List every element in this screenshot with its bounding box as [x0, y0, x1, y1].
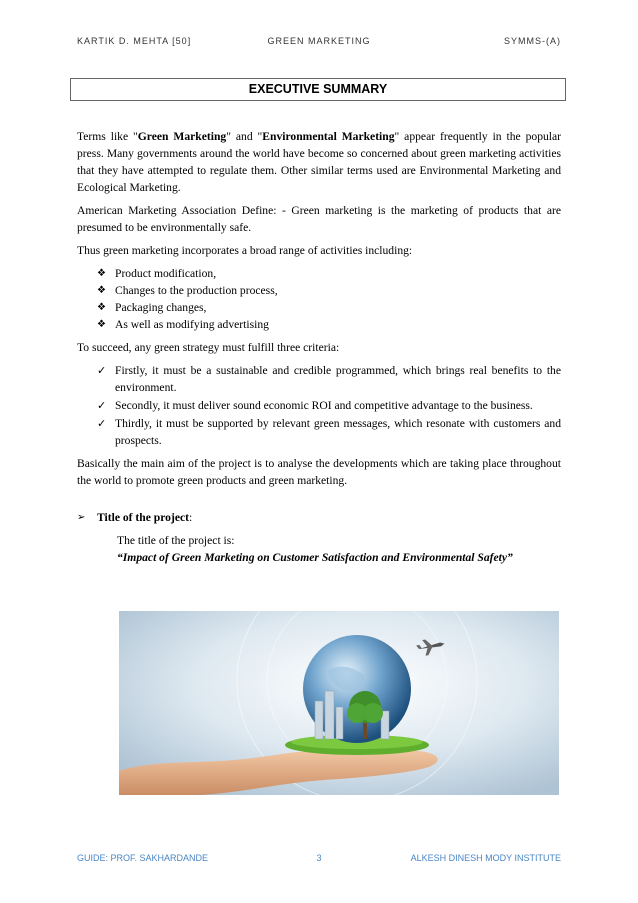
green-earth-hand-illustration	[119, 611, 559, 795]
activities-list	[77, 265, 561, 333]
section-title-box	[70, 78, 566, 101]
project-aim-paragraph: Basically the main aim of the project is to analyse the developments which are taking place throughout the world to promote green products and green marketing.	[77, 457, 561, 487]
project-title: “Impact of Green Marketing on Customer Satisfaction and Environmental Safety”	[117, 551, 513, 564]
footer-guide: GUIDE: PROF. SAKHARDANDE	[77, 853, 209, 863]
project-section	[77, 509, 561, 526]
activity-item: ❖ Product modification,	[77, 265, 561, 282]
page-body	[77, 128, 561, 566]
criteria-intro: To succeed, any green strategy must fulfill three criteria:	[77, 341, 340, 354]
activity-item: ❖ Packaging changes,	[77, 299, 561, 316]
project-heading-colon: :	[188, 511, 193, 524]
intro-text-3: " appear frequently in the popular press. Many governments around the world have become so concerned about green marketing activities that they have attempted to regulate them. Other similar terms used are Environmental Marketing and Ecological Marketing.	[77, 130, 562, 194]
header-topic: GREEN MARKETING	[267, 36, 371, 46]
project-subtitle: The title of the project is:	[117, 534, 235, 547]
intro-paragraph	[77, 128, 561, 196]
page-number: 3	[316, 853, 322, 863]
term-environmental-marketing: Environmental Marketing	[262, 130, 395, 143]
criteria-item: ✓ Secondly, it must deliver sound economic ROI and competitive advantage to the business.	[77, 397, 561, 414]
ama-definition-paragraph: American Marketing Association Define: - Green marketing is the marketing of products that are presumed to be environmentally safe.	[77, 204, 561, 234]
term-green-marketing: Green Marketing	[137, 130, 227, 143]
project-heading: Title of the project	[97, 511, 189, 524]
section-title: EXECUTIVE SUMMARY	[248, 82, 388, 96]
project-heading-item	[77, 509, 561, 526]
criteria-list	[77, 362, 561, 449]
header-author: KARTIK D. MEHTA [50]	[77, 36, 192, 46]
criteria-item: ✓ Firstly, it must be a sustainable and credible programmed, which brings real benefits to the environment.	[77, 362, 561, 396]
header-class: SYMMS-(A)	[504, 36, 561, 46]
intro-text-2: " and "	[226, 130, 263, 143]
activity-item: ❖ Changes to the production process,	[77, 282, 561, 299]
criteria-item: ✓ Thirdly, it must be supported by relevant green messages, which resonate with customers and prospects.	[77, 415, 561, 449]
footer-institute: ALKESH DINESH MODY INSTITUTE	[410, 853, 561, 863]
activity-item: ❖ As well as modifying advertising	[77, 316, 561, 333]
activities-intro: Thus green marketing incorporates a broad range of activities including:	[77, 244, 413, 257]
intro-text-1: Terms like "	[77, 130, 138, 143]
